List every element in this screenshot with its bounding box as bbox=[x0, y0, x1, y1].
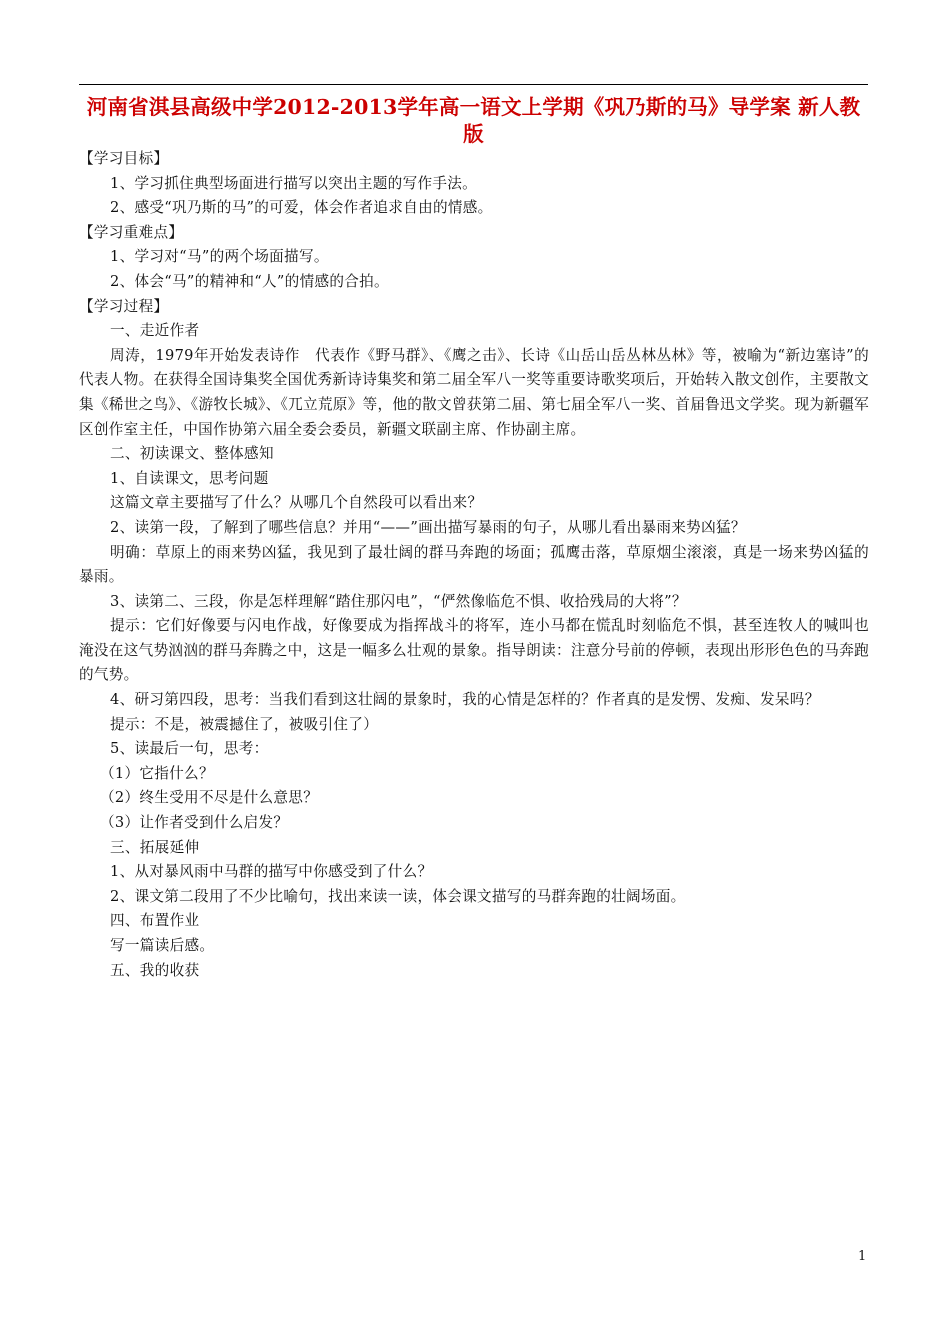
paragraph: 明确：草原上的雨来势凶猛，我见到了最壮阔的群马奔跑的场面；孤鹰击落，草原烟尘滚滚，真是一场来势凶猛的暴雨。 bbox=[79, 543, 869, 586]
paragraph: 1、从对暴风雨中马群的描写中你感受到了什么？ bbox=[110, 863, 433, 881]
paragraph: 2、体会“马”的精神和“人”的情感的合拍。 bbox=[110, 272, 389, 290]
document-body bbox=[79, 147, 869, 983]
paragraph: 一、走近作者 bbox=[110, 322, 200, 340]
header-rule bbox=[79, 84, 868, 85]
document-title: 河南省淇县高级中学2012-2013学年高一语文上学期《巩乃斯的马》导学案 新人教版 bbox=[86, 95, 861, 146]
paragraph: 四、布置作业 bbox=[110, 912, 200, 930]
paragraph: 2、感受“巩乃斯的马”的可爱，体会作者追求自由的情感。 bbox=[110, 199, 493, 217]
page-number: 1 bbox=[858, 1249, 867, 1264]
paragraph: （1）它指什么？ bbox=[100, 764, 214, 782]
paragraph: 提示：不是，被震撼住了，被吸引住了） bbox=[110, 715, 379, 733]
paragraph: 3、读第二、三段，你是怎样理解“踏住那闪电”，“俨然像临危不惧、收拾残局的大将”？ bbox=[110, 592, 687, 610]
paragraph: 2、读第一段，了解到了哪些信息？并用“——”画出描写暴雨的句子，从哪儿看出暴雨来势凶猛？ bbox=[110, 518, 746, 536]
paragraph: 这篇文章主要描写了什么？从哪几个自然段可以看出来？ bbox=[110, 494, 483, 512]
paragraph: 1、学习对“马”的两个场面描写。 bbox=[110, 248, 329, 266]
paragraph: 5、读最后一句，思考： bbox=[110, 740, 269, 758]
paragraph: 二、初读课文、整体感知 bbox=[110, 445, 274, 463]
paragraph: 2、课文第二段用了不少比喻句，找出来读一读，体会课文描写的马群奔跑的壮阔场面。 bbox=[110, 887, 686, 905]
paragraph: 4、研习第四段，思考：当我们看到这壮阔的景象时，我的心情是怎样的？作者真的是发愣、发痴、发呆吗？ bbox=[110, 691, 820, 709]
paragraph: 1、自读课文，思考问题 bbox=[110, 469, 269, 487]
paragraph: 三、拓展延伸 bbox=[110, 838, 200, 856]
paragraph: 【学习过程】 bbox=[79, 297, 169, 315]
paragraph: 五、我的收获 bbox=[110, 961, 200, 979]
paragraph: 提示：它们好像要与闪电作战，好像要成为指挥战斗的将军，连小马都在慌乱时刻临危不惧，甚至连牧人的喊叫也淹没在这气势汹汹的群马奔腾之中，这是一幅多么壮观的景象。指导朗读：注意分号前的停顿，表现出形形色色的马奔跑的气势。 bbox=[79, 617, 869, 684]
paragraph: 写一篇读后感。 bbox=[110, 937, 215, 954]
paragraph: 【学习重难点】 bbox=[79, 223, 184, 241]
paragraph: 【学习目标】 bbox=[79, 150, 169, 167]
paragraph: （2）终生受用不尽是什么意思？ bbox=[100, 789, 319, 807]
paragraph: （3）让作者受到什么启发？ bbox=[100, 814, 289, 832]
paragraph: 周涛，1979年开始发表诗作 代表作《野马群》、《鹰之击》、长诗《山岳山岳丛林丛林》等，被喻为“新边塞诗”的代表人物。在获得全国诗集奖全国优秀新诗诗集奖和第二届全军八一奖等重要诗歌奖项后，开始转入散文创作，主要散文集《稀世之鸟》、《游牧长城》、《兀立荒原》等，他的散文曾获第二届、第七届全军八一奖、首届鲁迅文学奖。现为新疆军区创作室主任，中国作协第六届全委会委员，新疆文联副主席、作协副主席。 bbox=[79, 346, 869, 438]
paragraph: 1、学习抓住典型场面进行描写以突出主题的写作手法。 bbox=[110, 174, 478, 192]
